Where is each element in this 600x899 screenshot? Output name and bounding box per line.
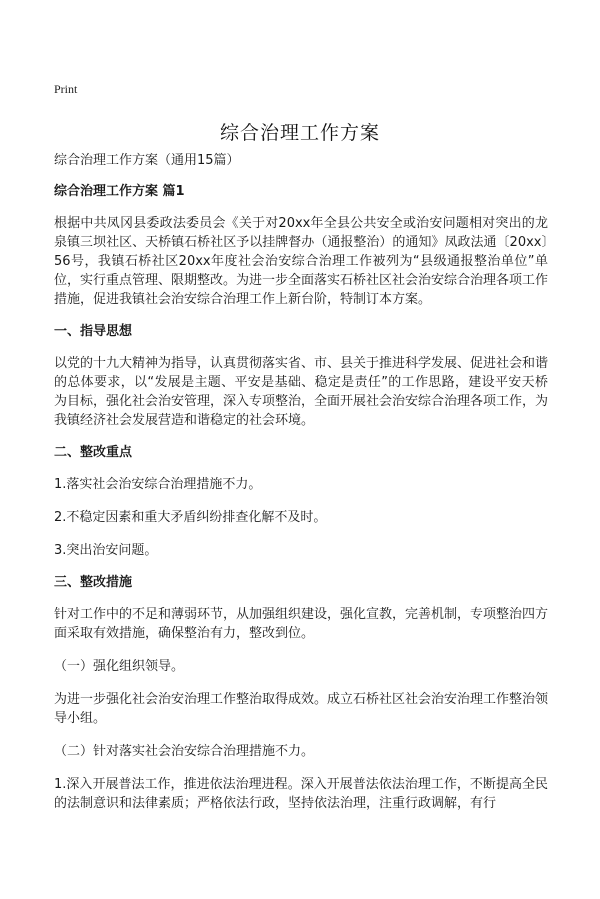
list-item: 3.突出治安问题。 bbox=[54, 543, 158, 558]
subheading-measures: （二）针对落实社会治安综合治理措施不力。 bbox=[54, 744, 315, 759]
page-title: 综合治理工作方案 bbox=[219, 122, 380, 144]
paragraph-legal-education: 1.深入开展普法工作，推进依法治理进程。深入开展普法依法治理工作，不断提高全民的法制意识和法律素质；严格依法行政，坚持依法治理，注重行政调解，有行 bbox=[54, 777, 548, 811]
list-item: 2.不稳定因素和重大矛盾纠纷排查化解不及时。 bbox=[54, 510, 327, 525]
print-link[interactable]: Print bbox=[54, 82, 78, 96]
paragraph-measures: 针对工作中的不足和薄弱环节，从加强组织建设，强化宣教，完善机制，专项整治四方面采取有效措施，确保整治有力，整改到位。 bbox=[54, 607, 549, 641]
intro-paragraph: 根据中共凤冈县委政法委员会《关于对20xx年全县公共安全或治安问题相对突出的龙泉镇三坝社区、天桥镇石桥社区予以挂牌督办（通报整治）的通知》凤政法通〔20xx〕56号，我镇石桥社区20xx年度社会治安综合治理工作被列为“县级通报整治单位”单位，实行重点管理、限期整改。为进一步全面落实石桥社区社会治安综合治理各项工作措施，促进我镇社会治安综合治理工作上新台阶，特制订本方案。 bbox=[54, 216, 549, 307]
list-item: 1.落实社会治安综合治理措施不力。 bbox=[54, 477, 262, 492]
heading-rectification-focus: 二、整改重点 bbox=[54, 445, 133, 460]
heading-guiding-ideology: 一、指导思想 bbox=[54, 324, 133, 339]
heading-rectification-measures: 三、整改措施 bbox=[54, 575, 133, 590]
section-title: 综合治理工作方案 篇1 bbox=[54, 184, 185, 199]
paragraph-organization: 为进一步强化社会治安治理工作整治取得成效。成立石桥社区社会治安治理工作整治领导小组。 bbox=[54, 692, 549, 726]
document-body bbox=[54, 152, 548, 827]
subheading-organization: （一）强化组织领导。 bbox=[54, 659, 185, 674]
paragraph-guiding-ideology: 以党的十九大精神为指导，认真贯彻落实省、市、县关于推进科学发展、促进社会和谐的总体要求，以“发展是主题、平安是基础、稳定是责任”的工作思路，建设平安天桥为目标，强化社会治安管理，深入专项整治，全面开展社会治安综合治理各项工作，为我镇经济社会发展营造和谐稳定的社会环境。 bbox=[54, 356, 549, 428]
document-subtitle: 综合治理工作方案（通用15篇） bbox=[54, 153, 240, 168]
